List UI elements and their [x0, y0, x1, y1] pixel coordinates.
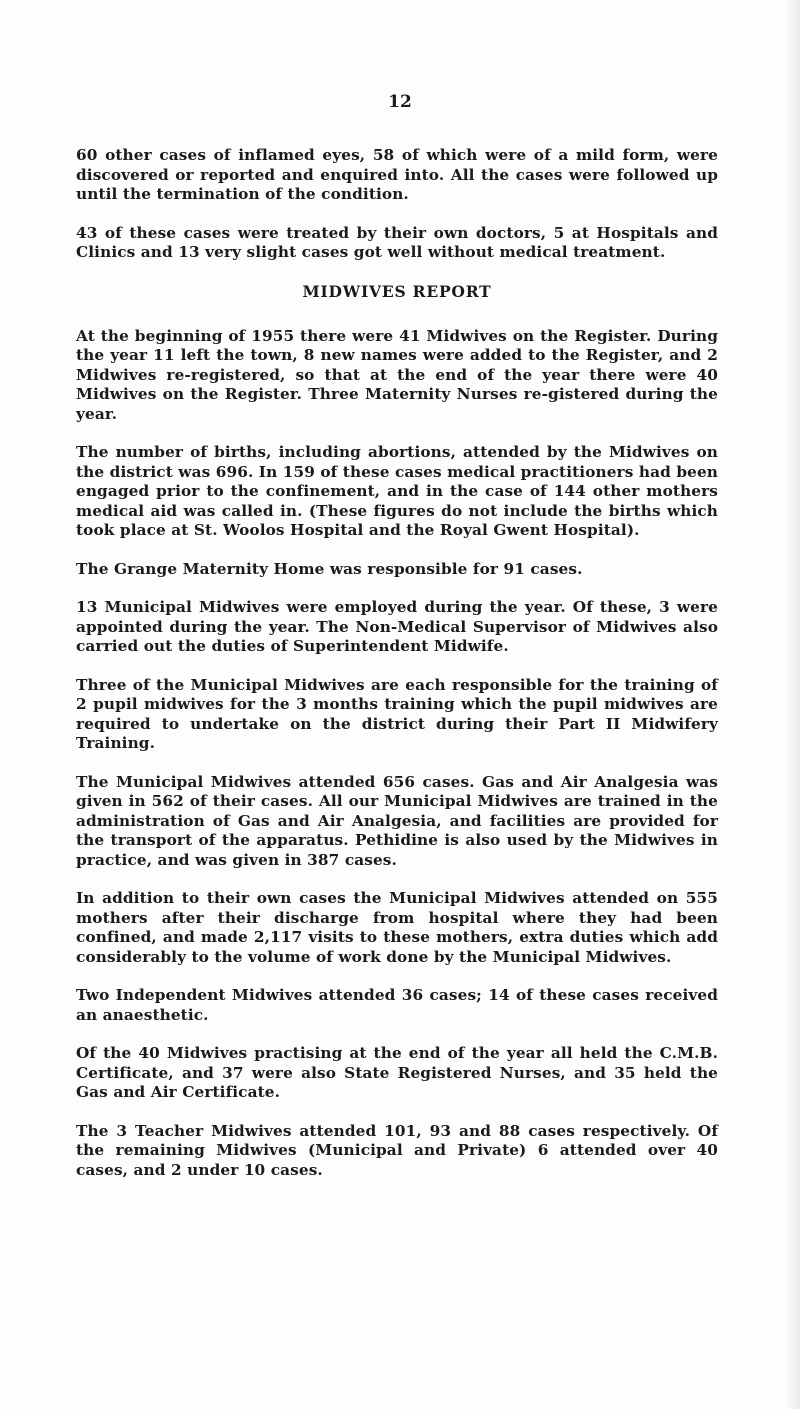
page-content	[76, 146, 718, 1199]
page-edge-shadow	[786, 0, 800, 1409]
paragraph-municipal-employed: 13 Municipal Midwives were employed during the year. Of these, 3 were appointed during the year. The Non-Medical Supervisor of Midwives also carried out the duties of Superintendent Midwife.	[76, 598, 718, 655]
page-number: 12	[388, 92, 412, 112]
section-heading: MIDWIVES REPORT	[302, 281, 492, 301]
paragraph-post-discharge: In addition to their own cases the Municipal Midwives attended on 555 mothers after their discharge from hospital where they had been confined, and made 2,117 visits to these mothers, extra duties which add considerably to the volume of work done by the Municipal Midwives.	[76, 889, 718, 966]
paragraph-inflamed-eyes: 60 other cases of inflamed eyes, 58 of which were of a mild form, were discovered or reported and enquired into. All the cases were followed up until the termination of the condition.	[76, 146, 718, 203]
paragraph-training: Three of the Municipal Midwives are each responsible for the training of 2 pupil midwives for the 3 months training which the pupil midwives are required to undertake on the district during their Part II Midwifery Training.	[76, 675, 718, 752]
paragraph-analgesia: The Municipal Midwives attended 656 cases. Gas and Air Analgesia was given in 562 of their cases. All our Municipal Midwives are trained in the administration of Gas and Air Analgesia, and facilities are provided for the transport of the apparatus. Pethidine is also used by the Midwives in practice, and was given in 387 cases.	[76, 772, 718, 869]
paragraph-independent: Two Independent Midwives attended 36 cases; 14 of these cases received an anaesthetic.	[76, 986, 718, 1024]
paragraph-register: At the beginning of 1955 there were 41 Midwives on the Register. During the year 11 left the town, 8 new names were added to the Register, and 2 Midwives re-registered, so that at the end of the year there were 40 Midwives on the Register. Three Maternity Nurses re-gistered during the year.	[76, 326, 718, 423]
paragraph-births: The number of births, including abortions, attended by the Midwives on the district was 696. In 159 of these cases medical practitioners had been engaged prior to the confinement, and in the case of 144 other mothers medical aid was called in. (These figures do not include the births which took place at St. Woolos Hospital and the Royal Gwent Hospital).	[76, 443, 718, 539]
paragraph-treatment: 43 of these cases were treated by their own doctors, 5 at Hospitals and Clinics and 13 very slight cases got well without medical treatment.	[76, 223, 718, 261]
paragraph-teacher-midwives: The 3 Teacher Midwives attended 101, 93 and 88 cases respectively. Of the remaining Midwives (Municipal and Private) 6 attended over 40 cases, and 2 under 10 cases.	[76, 1121, 718, 1179]
paragraph-certificates: Of the 40 Midwives practising at the end of the year all held the C.M.B. Certificate, and 37 were also State Registered Nurses, and 35 held the Gas and Air Certificate.	[76, 1044, 718, 1101]
paragraph-grange: The Grange Maternity Home was responsible for 91 cases.	[76, 559, 583, 578]
